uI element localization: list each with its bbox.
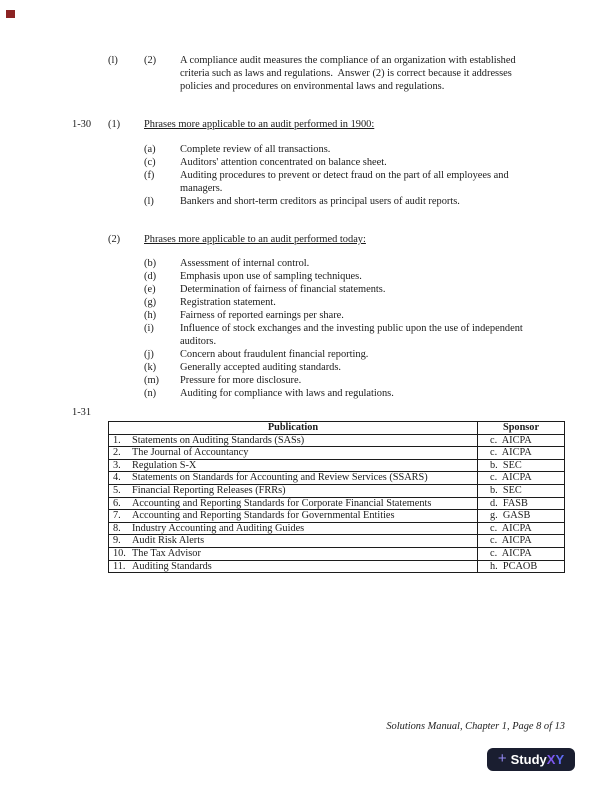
corner-marker <box>6 10 15 18</box>
item-text: Pressure for more disclosure. <box>180 375 302 386</box>
publication-cell <box>109 447 478 460</box>
item-text: Assessment of internal control. <box>180 258 310 269</box>
sponsor-cell: b. SEC <box>478 484 565 497</box>
sponsor-cell: c. AICPA <box>478 434 565 447</box>
publication-title: Accounting and Reporting Standards for Governmental Entities <box>132 510 395 522</box>
part-heading: Phrases more applicable to an audit performed in 1900: <box>144 119 375 130</box>
row-number: 9. <box>113 535 121 547</box>
publication-cell <box>109 560 478 573</box>
part-heading: Phrases more applicable to an audit performed today: <box>144 234 366 245</box>
item-letter: (d) <box>144 271 157 282</box>
item-text: managers. <box>180 183 223 194</box>
sponsor-cell: c. AICPA <box>478 535 565 548</box>
list-item <box>0 169 612 195</box>
publication-title: Accounting and Reporting Standards for Corporate Financial Statements <box>132 497 432 509</box>
page-footer: Solutions Manual, Chapter 1, Page 8 of 13 <box>386 721 565 732</box>
list-item <box>0 270 612 283</box>
column-header-sponsor: Sponsor <box>478 422 565 435</box>
table-row <box>109 484 565 497</box>
answer-text-line: criteria such as laws and regulations. Answer (2) is correct because it addresses <box>180 68 512 79</box>
publication-title: Auditing Standards <box>132 560 212 572</box>
row-number: 4. <box>113 472 121 484</box>
table-row <box>109 497 565 510</box>
section-1-30-part2-heading <box>0 233 612 246</box>
list-item <box>0 348 612 361</box>
problem-number: 1-30 <box>72 119 92 130</box>
publication-cell <box>109 472 478 485</box>
item-text: Auditing for compliance with laws and regulations. <box>180 388 394 399</box>
item-letter: (c) <box>144 157 156 168</box>
row-number: 5. <box>113 484 121 496</box>
sponsor-cell: g. GASB <box>478 510 565 523</box>
item-text: Bankers and short-term creditors as principal users of audit reports. <box>180 196 460 207</box>
row-number: 6. <box>113 497 121 509</box>
item-letter: (n) <box>144 388 157 399</box>
list-item <box>0 156 612 169</box>
item-letter: (l) <box>144 196 154 207</box>
publication-title: Statements on Auditing Standards (SASs) <box>132 434 305 446</box>
publication-title: Financial Reporting Releases (FRRs) <box>132 484 286 496</box>
item-letter: (a) <box>144 144 156 155</box>
sponsor-cell: d. FASB <box>478 497 565 510</box>
column-header-publication: Publication <box>109 422 478 435</box>
publication-title: Statements on Standards for Accounting and Review Services (SSARS) <box>132 472 428 484</box>
row-number: 2. <box>113 447 121 459</box>
item-text: Generally accepted auditing standards. <box>180 362 341 373</box>
publication-title: The Journal of Accountancy <box>132 447 249 459</box>
table-row <box>109 522 565 535</box>
list-item <box>0 143 612 156</box>
publication-cell <box>109 547 478 560</box>
table-row <box>109 535 565 548</box>
list-today-phrases <box>0 257 612 400</box>
publication-cell <box>109 497 478 510</box>
row-number: 1. <box>113 434 121 446</box>
item-text: auditors. <box>180 336 217 347</box>
publication-cell <box>109 459 478 472</box>
item-letter: (b) <box>144 258 157 269</box>
list-item <box>0 296 612 309</box>
item-letter: (e) <box>144 284 156 295</box>
list-item <box>0 283 612 296</box>
answer-letter: (l) <box>108 55 118 66</box>
section-1-30-heading <box>0 118 612 131</box>
sponsor-cell: b. SEC <box>478 459 565 472</box>
sponsor-cell: h. PCAOB <box>478 560 565 573</box>
item-letter: (j) <box>144 349 154 360</box>
publication-sponsor-table <box>108 421 565 573</box>
item-text: Fairness of reported earnings per share. <box>180 310 344 321</box>
sponsor-cell: c. AICPA <box>478 472 565 485</box>
row-number: 10. <box>113 547 126 559</box>
list-item <box>0 195 612 208</box>
table-row <box>109 547 565 560</box>
sponsor-cell: c. AICPA <box>478 522 565 535</box>
list-item <box>0 387 612 400</box>
item-text: Complete review of all transactions. <box>180 144 331 155</box>
table-row <box>109 459 565 472</box>
item-text: Concern about fraudulent financial reporting. <box>180 349 369 360</box>
table-header-row <box>109 422 565 435</box>
table-row <box>109 434 565 447</box>
table-row <box>109 560 565 573</box>
sponsor-cell: c. AICPA <box>478 547 565 560</box>
table-row <box>109 472 565 485</box>
answer-block <box>0 54 612 93</box>
row-number: 7. <box>113 510 121 522</box>
list-item <box>0 322 612 348</box>
answer-choice-number: (2) <box>144 55 157 66</box>
item-text: Influence of stock exchanges and the investing public upon the use of independent <box>180 323 523 334</box>
logo-wordmark: StudyXY <box>510 752 565 767</box>
problem-number: 1-31 <box>72 407 92 418</box>
item-text: Auditing procedures to prevent or detect fraud on the part of all employees and <box>180 170 509 181</box>
publication-cell <box>109 484 478 497</box>
item-text: Determination of fairness of financial statements. <box>180 284 386 295</box>
studyxy-logo-badge[interactable] <box>487 748 575 771</box>
list-item <box>0 309 612 322</box>
part-label: (1) <box>108 119 121 130</box>
plus-icon: + <box>497 750 507 767</box>
list-item <box>0 374 612 387</box>
list-1900-phrases <box>0 143 612 208</box>
answer-text <box>180 54 612 93</box>
answer-text-line: A compliance audit measures the compliance of an organization with established <box>180 55 516 66</box>
item-letter: (k) <box>144 362 157 373</box>
list-item <box>0 361 612 374</box>
part-label: (2) <box>108 234 121 245</box>
item-letter: (g) <box>144 297 157 308</box>
publication-title: Regulation S-X <box>132 459 197 471</box>
row-number: 3. <box>113 459 121 471</box>
publication-title: Industry Accounting and Auditing Guides <box>132 522 305 534</box>
publication-title: Audit Risk Alerts <box>132 535 205 547</box>
row-number: 11. <box>113 560 126 572</box>
sponsor-cell: c. AICPA <box>478 447 565 460</box>
item-text: Auditors' attention concentrated on balance sheet. <box>180 157 387 168</box>
table-row <box>109 510 565 523</box>
item-text: Registration statement. <box>180 297 276 308</box>
item-text: Emphasis upon use of sampling techniques. <box>180 271 362 282</box>
publication-cell <box>109 535 478 548</box>
item-letter: (m) <box>144 375 160 386</box>
item-letter: (i) <box>144 323 154 334</box>
publication-cell <box>109 522 478 535</box>
list-item <box>0 257 612 270</box>
item-letter: (h) <box>144 310 157 321</box>
publication-cell <box>109 434 478 447</box>
answer-text-line: policies and procedures on environmental laws and regulations. <box>180 81 445 92</box>
table-row <box>109 447 565 460</box>
publication-title: The Tax Advisor <box>132 547 201 559</box>
item-letter: (f) <box>144 170 155 181</box>
publication-cell <box>109 510 478 523</box>
row-number: 8. <box>113 522 121 534</box>
